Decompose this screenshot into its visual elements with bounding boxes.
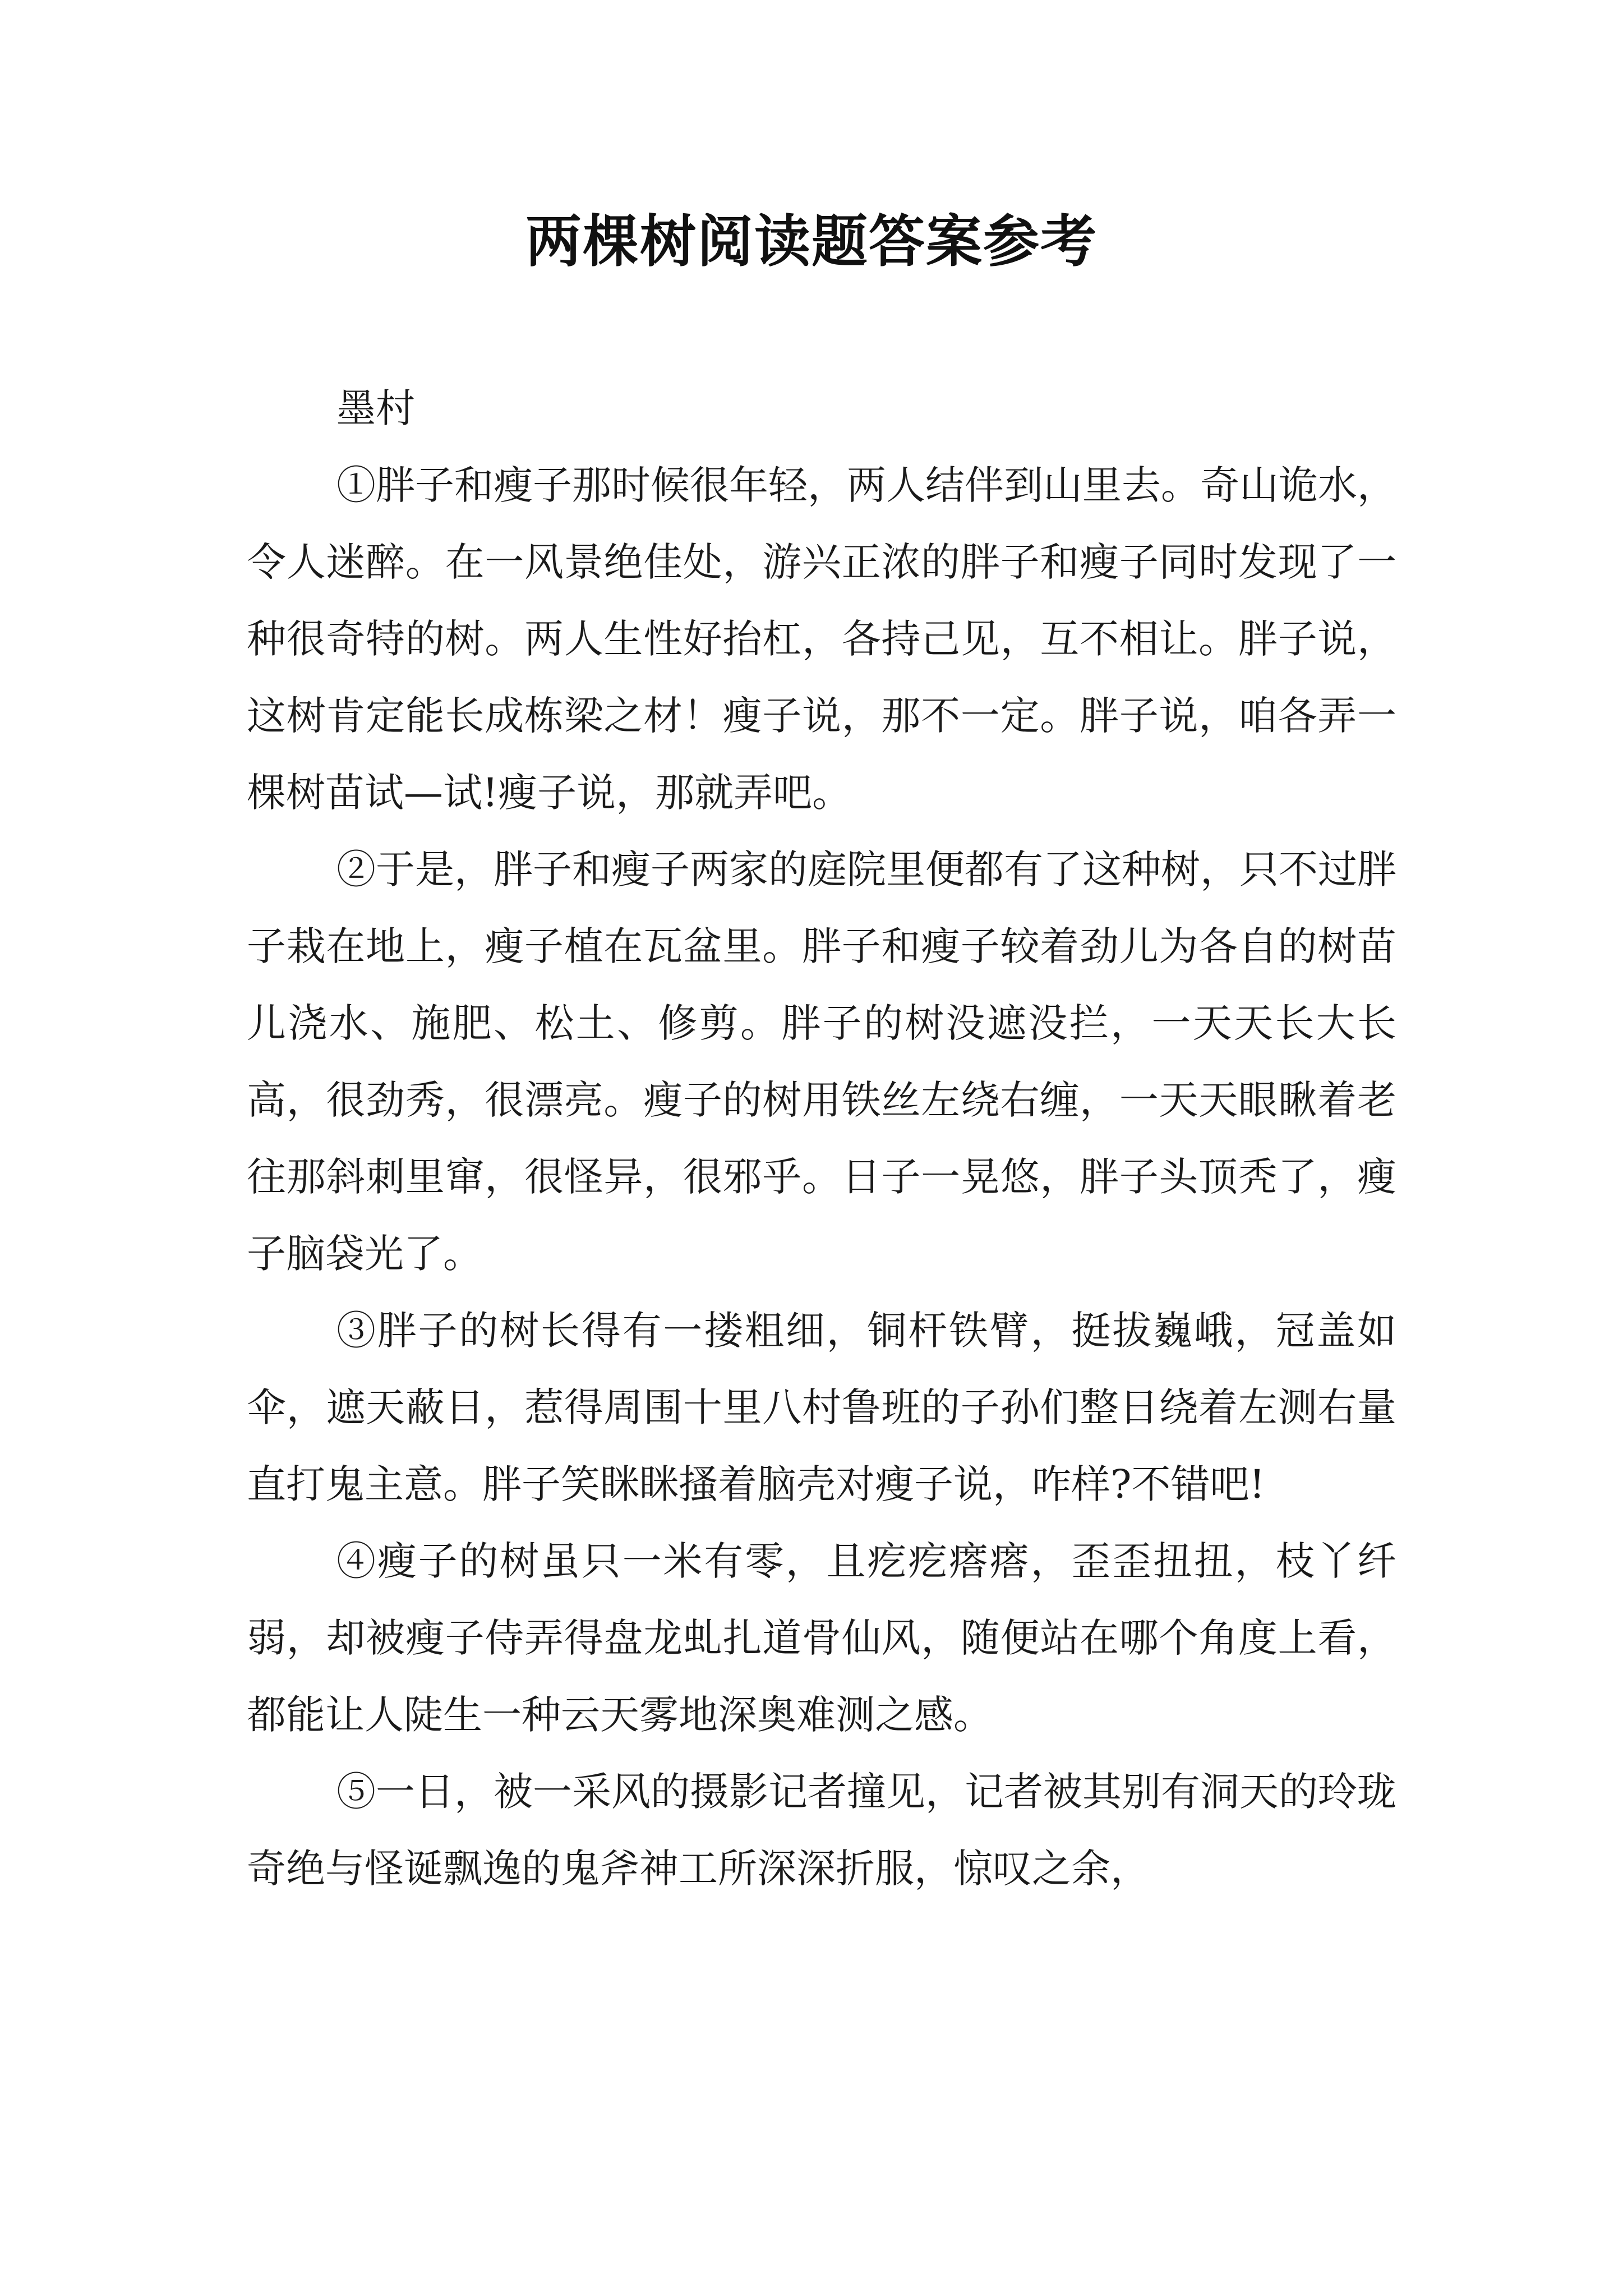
paragraph-5: ⑤一日，被一采风的摄影记者撞见，记者被其别有洞天的玲珑奇绝与怪诞飘逸的鬼斧神工所深深折服，惊叹之余，: [247, 1769, 1396, 1892]
document-title: 两棵树阅读题答案参考: [525, 208, 1098, 274]
paragraph-1: ①胖子和瘦子那时候很年轻，两人结伴到山里去。奇山诡水，令人迷醉。在一风景绝佳处，游兴正浓的胖子和瘦子同时发现了一种很奇特的树。两人生性好抬杠，各持己见，互不相让。胖子说，这树肯定能长成栋梁之材！瘦子说，那不一定。胖子说，咱各弄一棵树苗试—试!瘦子说，那就弄吧。: [247, 462, 1396, 816]
paragraph-2: ②于是，胖子和瘦子两家的庭院里便都有了这种树，只不过胖子栽在地上，瘦子植在瓦盆里。胖子和瘦子较着劲儿为各自的树苗儿浇水、施肥、松土、修剪。胖子的树没遮没拦，一天天长大长高，很劲秀，很漂亮。瘦子的树用铁丝左绕右缠，一天天眼瞅着老往那斜刺里窜，很怪异，很邪乎。日子一晃悠，胖子头顶秃了，瘦子脑袋光了。: [247, 846, 1396, 1277]
paragraph-4: ④瘦子的树虽只一米有零，且疙疙瘩瘩，歪歪扭扭，枝丫纤弱，却被瘦子侍弄得盘龙虬扎道骨仙风，随便站在哪个角度上看，都能让人陡生一种云天雾地深奥难测之感。: [247, 1538, 1396, 1738]
author-name: 墨村: [336, 385, 415, 431]
paragraph-3: ③胖子的树长得有一搂粗细，铜杆铁臂，挺拔巍峨，冠盖如伞，遮天蔽日，惹得周围十里八村鲁班的子孙们整日绕着左测右量直打鬼主意。胖子笑眯眯搔着脑壳对瘦子说，咋样?不错吧!: [247, 1308, 1396, 1507]
document-body: [247, 370, 1396, 1907]
